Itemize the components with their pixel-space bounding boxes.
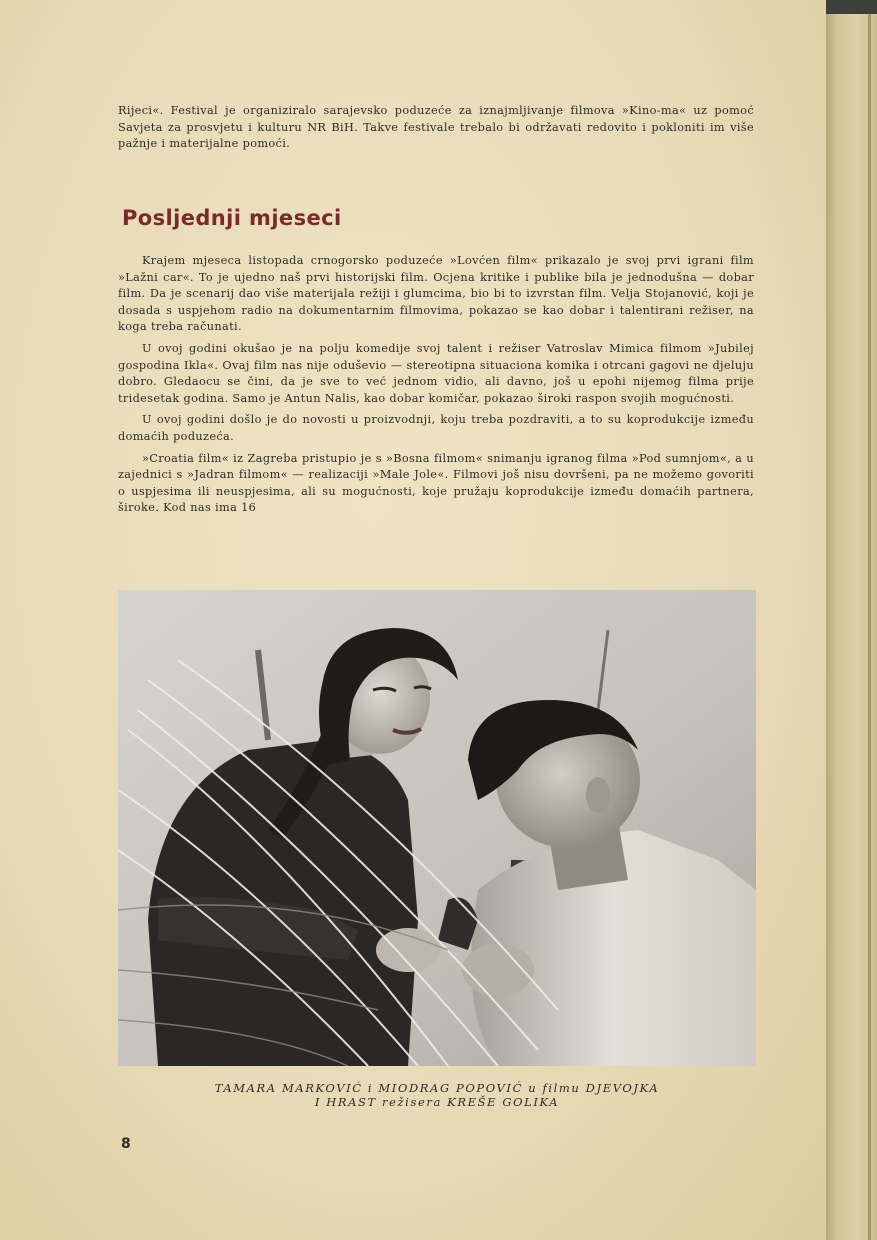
page-edge-line bbox=[868, 14, 871, 1240]
dark-corner bbox=[826, 0, 877, 14]
caption-line-1: TAMARA MARKOVIĆ i MIODRAG POPOVIĆ u filmu DJEVOJKA bbox=[214, 1081, 660, 1095]
paragraph-mimica: U ovoj godini okušao je na polju komedije svoj talent i režiser Vatroslav Mimica filmom »Jubilej gospodina Ikla«. Ovaj film nas nije oduševio — stereotipna situaciona komika i otrcani gagovi ne djeluju dobro. Gledaocu se čini, da je sve to već jednom vidio, ali davno, još u epohi nijemog filma prije tridesetak godina. Samo je Antun Nalis, kao dobar komičar, pokazao široki raspon svojih mogućnosti. bbox=[118, 341, 754, 405]
caption-line-2: I HRAST režisera KREŠE GOLIKA bbox=[314, 1095, 560, 1109]
book-spine-edge bbox=[826, 0, 877, 1240]
paragraph-croatia-film: »Croatia film« iz Zagreba pristupio je s »Bosna filmom« snimanju igranog filma »Pod sumnjom«, a u zajednici s »Jadran filmom« — realizaciji »Male Jole«. Filmovi još nisu dovršeni, pa ne možemo govoriti o uspjesima ili neuspjesima, ali su mogućnosti, koje pružaju koprodukcije između domaćih partnera, široke. Kod nas ima 16 bbox=[118, 451, 754, 515]
paragraph-coproduction: U ovoj godini došlo je do novosti u proizvodnji, koju treba pozdraviti, a to su koprodukcije između domaćih poduzeća. bbox=[118, 413, 754, 443]
film-still-illustration bbox=[118, 590, 756, 1066]
photo-caption bbox=[118, 1081, 756, 1109]
section-heading: Posljednji mjeseci bbox=[122, 206, 342, 230]
page-number: 8 bbox=[121, 1136, 131, 1152]
film-still-photo bbox=[118, 590, 756, 1066]
intro-text bbox=[118, 103, 754, 153]
paragraph-lovcen-film: Krajem mjeseca listopada crnogorsko poduzeće »Lovćen film« prikazalo je svoj prvi igrani film »Lažni car«. To je ujedno naš prvi historijski film. Ocjena kritike i publike bila je jednodušna — dobar film. Da je scenarij dao više materijala režiji i glumcima, bio bi to izvrstan film. Velja Stojanović, koji je dosada s uspjehom radio na dokumentarnim filmovima, pokazao se kao dobar i talentirani režiser, na koga treba računati. bbox=[118, 254, 754, 334]
intro-paragraph: Rijeci«. Festival je organiziralo sarajevsko poduzeće za iznajmljivanje filmova »Kino-ma« uz pomoć Savjeta za prosvjetu i kulturu NR BiH. Takve festivale trebalo bi održavati redovito i pokloniti im više pažnje i materijalne pomoći. bbox=[118, 104, 754, 151]
article-body bbox=[118, 253, 754, 517]
